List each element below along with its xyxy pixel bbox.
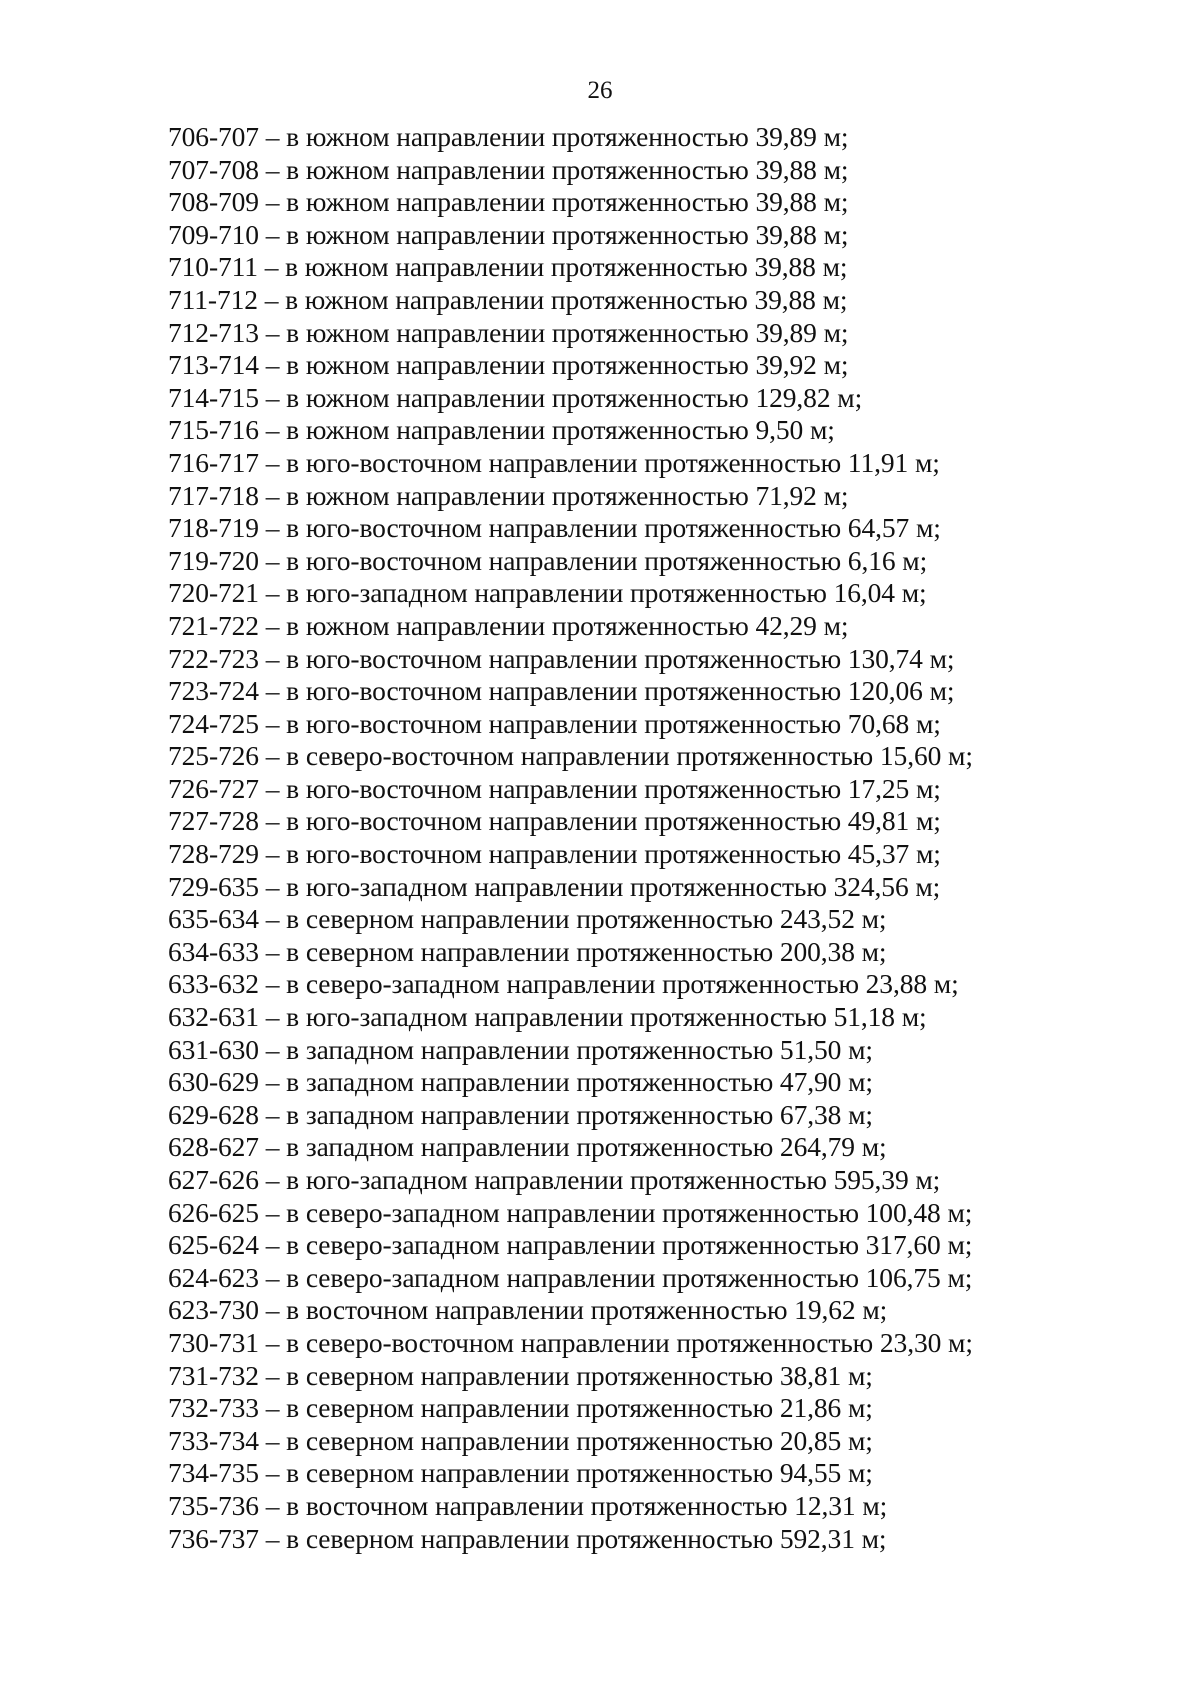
boundary-segment-line: 713-714 – в южном направлении протяженностью 39,92 м; [168, 349, 849, 381]
boundary-segment-line: 623-730 – в восточном направлении протяженностью 19,62 м; [168, 1294, 888, 1326]
boundary-segment-line: 723-724 – в юго-восточном направлении протяженностью 120,06 м; [168, 675, 955, 707]
boundary-segment-line: 712-713 – в южном направлении протяженностью 39,89 м; [168, 316, 849, 348]
boundary-segment-line: 732-733 – в северном направлении протяженностью 21,86 м; [168, 1392, 873, 1424]
boundary-segment-line: 719-720 – в юго-восточном направлении протяженностью 6,16 м; [168, 544, 928, 576]
boundary-segment-line: 630-629 – в западном направлении протяженностью 47,90 м; [168, 1066, 873, 1098]
boundary-segment-line: 727-728 – в юго-восточном направлении протяженностью 49,81 м; [168, 805, 941, 837]
boundary-segment-line: 725-726 – в северо-восточном направлении протяженностью 15,60 м; [168, 740, 973, 772]
boundary-segment-line: 711-712 – в южном направлении протяженностью 39,88 м; [168, 283, 848, 315]
boundary-segment-line: 707-708 – в южном направлении протяженностью 39,88 м; [168, 153, 849, 185]
boundary-segment-line: 717-718 – в южном направлении протяженностью 71,92 м; [168, 479, 849, 511]
boundary-segment-line: 627-626 – в юго-западном направлении протяженностью 595,39 м; [168, 1164, 941, 1195]
boundary-segment-line: 710-711 – в южном направлении протяженностью 39,88 м; [168, 251, 848, 283]
boundary-segment-line: 730-731 – в северо-восточном направлении протяженностью 23,30 м; [168, 1326, 973, 1358]
boundary-segment-line: 728-729 – в юго-восточном направлении протяженностью 45,37 м; [168, 838, 941, 870]
boundary-segment-line: 736-737 – в северном направлении протяженностью 592,31 м; [168, 1522, 887, 1554]
boundary-segment-line: 720-721 – в юго-западном направлении протяженностью 16,04 м; [168, 577, 927, 609]
boundary-segment-line: 726-727 – в юго-восточном направлении протяженностью 17,25 м; [168, 772, 941, 804]
boundary-segment-line: 734-735 – в северном направлении протяженностью 94,55 м; [168, 1457, 873, 1489]
boundary-segment-line: 634-633 – в северном направлении протяженностью 200,38 м; [168, 935, 887, 967]
boundary-segment-line: 731-732 – в северном направлении протяженностью 38,81 м; [168, 1359, 873, 1391]
boundary-segment-line: 714-715 – в южном направлении протяженностью 129,82 м; [168, 381, 863, 413]
boundary-segment-line: 624-623 – в северо-западном направлении протяженностью 106,75 м; [168, 1261, 973, 1293]
boundary-segment-line: 631-630 – в западном направлении протяженностью 51,50 м; [168, 1033, 873, 1065]
boundary-segment-line: 722-723 – в юго-восточном направлении протяженностью 130,74 м; [168, 642, 955, 674]
boundary-segment-line: 625-624 – в северо-западном направлении протяженностью 317,60 м; [168, 1229, 973, 1261]
boundary-segment-line: 729-635 – в юго-западном направлении протяженностью 324,56 м; [168, 870, 941, 902]
boundary-segment-line: 626-625 – в северо-западном направлении протяженностью 100,48 м; [168, 1196, 973, 1228]
page-number: 26 [587, 77, 613, 104]
boundary-segment-line: 718-719 – в юго-восточном направлении протяженностью 64,57 м; [168, 512, 941, 544]
boundary-segment-line: 629-628 – в западном направлении протяженностью 67,38 м; [168, 1098, 873, 1130]
boundary-segment-line: 733-734 – в северном направлении протяженностью 20,85 м; [168, 1424, 873, 1456]
boundary-segment-line: 716-717 – в юго-восточном направлении протяженностью 11,91 м; [168, 446, 940, 478]
boundary-segment-line: 635-634 – в северном направлении протяженностью 243,52 м; [168, 903, 887, 935]
boundary-segment-line: 715-716 – в южном направлении протяженностью 9,50 м; [168, 414, 835, 446]
boundary-segment-line: 735-736 – в восточном направлении протяженностью 12,31 м; [168, 1489, 888, 1521]
boundary-segment-line: 724-725 – в юго-восточном направлении протяженностью 70,68 м; [168, 707, 941, 739]
boundary-segment-line: 633-632 – в северо-западном направлении протяженностью 23,88 м; [168, 968, 959, 1000]
boundary-segment-line: 632-631 – в юго-западном направлении протяженностью 51,18 м; [168, 1001, 927, 1033]
boundary-segment-line: 708-709 – в южном направлении протяженностью 39,88 м; [168, 186, 849, 218]
boundary-segment-line: 706-707 – в южном направлении протяженностью 39,89 м; [168, 121, 849, 152]
boundary-segment-line: 721-722 – в южном направлении протяженностью 42,29 м; [168, 609, 849, 641]
boundary-segment-line: 628-627 – в западном направлении протяженностью 264,79 м; [168, 1131, 887, 1163]
boundary-segment-line: 709-710 – в южном направлении протяженностью 39,88 м; [168, 218, 849, 250]
boundary-description-list [168, 121, 1048, 1555]
